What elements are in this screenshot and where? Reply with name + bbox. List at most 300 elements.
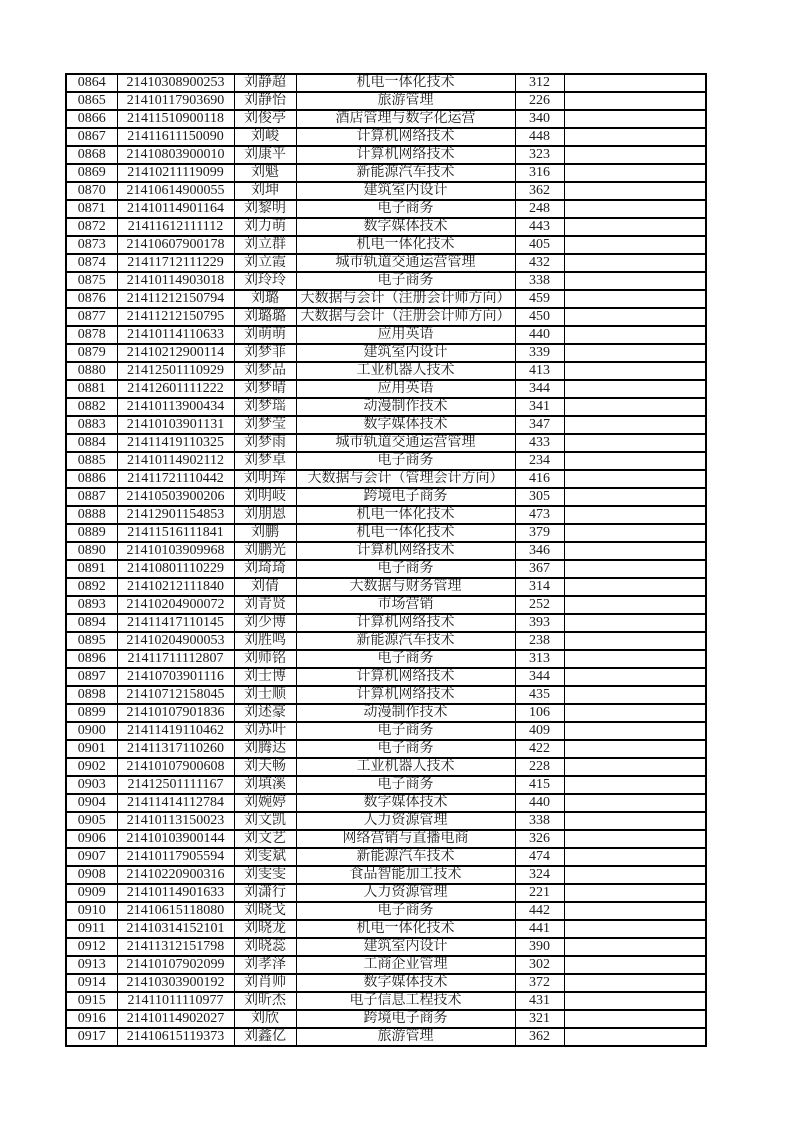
score-cell: 323 [515,146,564,164]
score-cell: 450 [515,308,564,326]
candidate-id-cell: 21410314152101 [117,920,234,938]
table-row [66,254,706,272]
name-cell: 刘天畅 [234,758,296,776]
candidate-id-cell: 21411212150795 [117,308,234,326]
major-cell: 工业机器人技术 [296,758,515,776]
blank-cell [564,830,706,848]
name-cell: 刘述豪 [234,704,296,722]
major-cell: 电子商务 [296,722,515,740]
candidate-id-cell: 21412501111167 [117,776,234,794]
major-cell: 大数据与会计（注册会计师方向） [296,290,515,308]
name-cell: 刘明岐 [234,488,296,506]
seq-cell: 0877 [66,308,117,326]
table-row [66,362,706,380]
name-cell: 刘士博 [234,668,296,686]
name-cell: 刘青贤 [234,596,296,614]
blank-cell [564,470,706,488]
major-cell: 酒店管理与数字化运营 [296,110,515,128]
candidate-id-cell: 21411711112807 [117,650,234,668]
name-cell: 刘立霞 [234,254,296,272]
candidate-id-cell: 21410212111840 [117,578,234,596]
table-row [66,848,706,866]
blank-cell [564,326,706,344]
candidate-id-cell: 21410107901836 [117,704,234,722]
score-cell: 344 [515,380,564,398]
seq-cell: 0902 [66,758,117,776]
score-cell: 372 [515,974,564,992]
name-cell: 刘梦莹 [234,416,296,434]
table-row [66,128,706,146]
major-cell: 电子商务 [296,272,515,290]
candidate-id-cell: 21412901154853 [117,506,234,524]
score-cell: 415 [515,776,564,794]
seq-cell: 0892 [66,578,117,596]
candidate-id-cell: 21410117905594 [117,848,234,866]
seq-cell: 0895 [66,632,117,650]
seq-cell: 0876 [66,290,117,308]
blank-cell [564,686,706,704]
score-cell: 305 [515,488,564,506]
name-cell: 刘梦晴 [234,380,296,398]
blank-cell [564,110,706,128]
blank-cell [564,1010,706,1028]
candidate-id-cell: 21410204900053 [117,632,234,650]
blank-cell [564,974,706,992]
candidate-id-cell: 21410212900114 [117,344,234,362]
table-row [66,632,706,650]
score-cell: 106 [515,704,564,722]
seq-cell: 0870 [66,182,117,200]
table-row [66,200,706,218]
table-row [66,92,706,110]
blank-cell [564,560,706,578]
blank-cell [564,848,706,866]
major-cell: 电子商务 [296,200,515,218]
table-row [66,506,706,524]
major-cell: 城市轨道交通运营管理 [296,434,515,452]
major-cell: 数字媒体技术 [296,974,515,992]
major-cell: 计算机网络技术 [296,146,515,164]
candidate-id-cell: 21410113150023 [117,812,234,830]
seq-cell: 0886 [66,470,117,488]
candidate-id-cell: 21410803900010 [117,146,234,164]
seq-cell: 0872 [66,218,117,236]
major-cell: 计算机网络技术 [296,542,515,560]
blank-cell [564,92,706,110]
table-row [66,758,706,776]
blank-cell [564,362,706,380]
name-cell: 刘峻 [234,128,296,146]
score-cell: 433 [515,434,564,452]
major-cell: 食品智能加工技术 [296,866,515,884]
major-cell: 电子信息工程技术 [296,992,515,1010]
score-cell: 393 [515,614,564,632]
major-cell: 电子商务 [296,902,515,920]
seq-cell: 0905 [66,812,117,830]
blank-cell [564,434,706,452]
seq-cell: 0871 [66,200,117,218]
table-row [66,524,706,542]
major-cell: 旅游管理 [296,92,515,110]
major-cell: 计算机网络技术 [296,668,515,686]
score-cell: 440 [515,794,564,812]
candidate-id-cell: 21410712158045 [117,686,234,704]
score-cell: 340 [515,110,564,128]
score-cell: 252 [515,596,564,614]
candidate-id-cell: 21411510900118 [117,110,234,128]
seq-cell: 0879 [66,344,117,362]
blank-cell [564,722,706,740]
score-cell: 313 [515,650,564,668]
table-row [66,488,706,506]
table-row [66,470,706,488]
seq-cell: 0893 [66,596,117,614]
seq-cell: 0910 [66,902,117,920]
name-cell: 刘腾达 [234,740,296,758]
score-cell: 344 [515,668,564,686]
major-cell: 跨境电子商务 [296,488,515,506]
blank-cell [564,344,706,362]
blank-cell [564,398,706,416]
name-cell: 刘胜鸣 [234,632,296,650]
name-cell: 刘玲玲 [234,272,296,290]
score-cell: 435 [515,686,564,704]
name-cell: 刘静超 [234,74,296,92]
table-row [66,326,706,344]
name-cell: 刘雯雯 [234,866,296,884]
score-cell: 413 [515,362,564,380]
name-cell: 刘文凯 [234,812,296,830]
score-cell: 431 [515,992,564,1010]
score-cell: 440 [515,326,564,344]
major-cell: 应用英语 [296,326,515,344]
table-row [66,812,706,830]
seq-cell: 0865 [66,92,117,110]
score-cell: 409 [515,722,564,740]
candidate-id-cell: 21411212150794 [117,290,234,308]
score-cell: 316 [515,164,564,182]
results-table [65,73,707,1047]
score-cell: 441 [515,920,564,938]
candidate-id-cell: 21410114902112 [117,452,234,470]
seq-cell: 0912 [66,938,117,956]
score-cell: 362 [515,182,564,200]
seq-cell: 0909 [66,884,117,902]
blank-cell [564,524,706,542]
major-cell: 计算机网络技术 [296,128,515,146]
table-row [66,398,706,416]
seq-cell: 0874 [66,254,117,272]
score-cell: 459 [515,290,564,308]
table-row [66,164,706,182]
major-cell: 电子商务 [296,560,515,578]
seq-cell: 0889 [66,524,117,542]
blank-cell [564,380,706,398]
major-cell: 机电一体化技术 [296,524,515,542]
name-cell: 刘力萌 [234,218,296,236]
major-cell: 建筑室内设计 [296,182,515,200]
candidate-id-cell: 21410107900608 [117,758,234,776]
candidate-id-cell: 21410801110229 [117,560,234,578]
score-cell: 379 [515,524,564,542]
major-cell: 机电一体化技术 [296,920,515,938]
candidate-id-cell: 21411611150090 [117,128,234,146]
name-cell: 刘萌萌 [234,326,296,344]
seq-cell: 0887 [66,488,117,506]
table-row [66,956,706,974]
score-cell: 367 [515,560,564,578]
table-row [66,866,706,884]
blank-cell [564,308,706,326]
table-row [66,992,706,1010]
score-cell: 347 [515,416,564,434]
table-row [66,344,706,362]
score-cell: 362 [515,1028,564,1046]
blank-cell [564,758,706,776]
name-cell: 刘明珲 [234,470,296,488]
name-cell: 刘少博 [234,614,296,632]
name-cell: 刘璐 [234,290,296,308]
seq-cell: 0868 [66,146,117,164]
score-cell: 432 [515,254,564,272]
blank-cell [564,632,706,650]
table-row [66,452,706,470]
major-cell: 新能源汽车技术 [296,632,515,650]
major-cell: 新能源汽车技术 [296,164,515,182]
candidate-id-cell: 21410117903690 [117,92,234,110]
major-cell: 机电一体化技术 [296,74,515,92]
major-cell: 机电一体化技术 [296,236,515,254]
blank-cell [564,542,706,560]
score-cell: 473 [515,506,564,524]
table-row [66,182,706,200]
major-cell: 计算机网络技术 [296,614,515,632]
blank-cell [564,704,706,722]
table-row [66,704,706,722]
major-cell: 人力资源管理 [296,884,515,902]
seq-cell: 0888 [66,506,117,524]
major-cell: 机电一体化技术 [296,506,515,524]
blank-cell [564,920,706,938]
candidate-id-cell: 21411317110260 [117,740,234,758]
seq-cell: 0884 [66,434,117,452]
seq-cell: 0894 [66,614,117,632]
table-row [66,236,706,254]
score-cell: 339 [515,344,564,362]
score-cell: 338 [515,812,564,830]
blank-cell [564,884,706,902]
score-cell: 405 [515,236,564,254]
name-cell: 刘鑫亿 [234,1028,296,1046]
name-cell: 刘苏叶 [234,722,296,740]
major-cell: 数字媒体技术 [296,416,515,434]
table-row [66,686,706,704]
candidate-id-cell: 21410615119373 [117,1028,234,1046]
blank-cell [564,200,706,218]
major-cell: 跨境电子商务 [296,1010,515,1028]
blank-cell [564,146,706,164]
candidate-id-cell: 21410703901116 [117,668,234,686]
table-row [66,902,706,920]
table-row [66,146,706,164]
table-row [66,110,706,128]
major-cell: 动漫制作技术 [296,704,515,722]
score-cell: 422 [515,740,564,758]
score-cell: 321 [515,1010,564,1028]
major-cell: 电子商务 [296,776,515,794]
blank-cell [564,740,706,758]
candidate-id-cell: 21412501110929 [117,362,234,380]
table-row [66,722,706,740]
score-cell: 238 [515,632,564,650]
seq-cell: 0878 [66,326,117,344]
seq-cell: 0866 [66,110,117,128]
major-cell: 应用英语 [296,380,515,398]
table-row [66,920,706,938]
candidate-id-cell: 21410308900253 [117,74,234,92]
seq-cell: 0898 [66,686,117,704]
name-cell: 刘昕杰 [234,992,296,1010]
name-cell: 刘师铭 [234,650,296,668]
table-row [66,830,706,848]
name-cell: 刘鹏 [234,524,296,542]
name-cell: 刘静怡 [234,92,296,110]
candidate-id-cell: 21410607900178 [117,236,234,254]
table-row [66,974,706,992]
blank-cell [564,416,706,434]
major-cell: 旅游管理 [296,1028,515,1046]
seq-cell: 0891 [66,560,117,578]
score-cell: 302 [515,956,564,974]
score-cell: 442 [515,902,564,920]
name-cell: 刘填溪 [234,776,296,794]
score-cell: 443 [515,218,564,236]
seq-cell: 0896 [66,650,117,668]
score-cell: 474 [515,848,564,866]
candidate-id-cell: 21410614900055 [117,182,234,200]
major-cell: 大数据与会计（注册会计师方向） [296,308,515,326]
name-cell: 刘坤 [234,182,296,200]
seq-cell: 0913 [66,956,117,974]
seq-cell: 0882 [66,398,117,416]
table-row [66,740,706,758]
table-row [66,380,706,398]
score-cell: 234 [515,452,564,470]
candidate-id-cell: 21410615118080 [117,902,234,920]
table-row [66,794,706,812]
name-cell: 刘晓蕊 [234,938,296,956]
name-cell: 刘梦品 [234,362,296,380]
seq-cell: 0900 [66,722,117,740]
candidate-id-cell: 21410114110633 [117,326,234,344]
major-cell: 大数据与会计（管理会计方向） [296,470,515,488]
candidate-id-cell: 21411712111229 [117,254,234,272]
seq-cell: 0915 [66,992,117,1010]
score-cell: 314 [515,578,564,596]
blank-cell [564,272,706,290]
score-cell: 338 [515,272,564,290]
candidate-id-cell: 21411612111112 [117,218,234,236]
blank-cell [564,794,706,812]
table-row [66,290,706,308]
blank-cell [564,902,706,920]
candidate-id-cell: 21411419110325 [117,434,234,452]
score-cell: 390 [515,938,564,956]
major-cell: 动漫制作技术 [296,398,515,416]
table-row [66,614,706,632]
blank-cell [564,290,706,308]
major-cell: 城市轨道交通运营管理 [296,254,515,272]
candidate-id-cell: 21411419110462 [117,722,234,740]
seq-cell: 0885 [66,452,117,470]
major-cell: 电子商务 [296,740,515,758]
blank-cell [564,1028,706,1046]
candidate-id-cell: 21411011110977 [117,992,234,1010]
seq-cell: 0904 [66,794,117,812]
score-cell: 228 [515,758,564,776]
score-cell: 221 [515,884,564,902]
seq-cell: 0890 [66,542,117,560]
blank-cell [564,614,706,632]
seq-cell: 0907 [66,848,117,866]
blank-cell [564,956,706,974]
name-cell: 刘孝泽 [234,956,296,974]
table-row [66,578,706,596]
table-row [66,938,706,956]
table-row [66,272,706,290]
name-cell: 刘文艺 [234,830,296,848]
major-cell: 工业机器人技术 [296,362,515,380]
candidate-id-cell: 21410303900192 [117,974,234,992]
candidate-id-cell: 21410103901131 [117,416,234,434]
seq-cell: 0869 [66,164,117,182]
blank-cell [564,866,706,884]
major-cell: 网络营销与直播电商 [296,830,515,848]
blank-cell [564,596,706,614]
blank-cell [564,488,706,506]
candidate-id-cell: 21410114901633 [117,884,234,902]
blank-cell [564,938,706,956]
blank-cell [564,164,706,182]
score-cell: 324 [515,866,564,884]
name-cell: 刘梦瑶 [234,398,296,416]
table-row [66,542,706,560]
blank-cell [564,578,706,596]
major-cell: 建筑室内设计 [296,344,515,362]
score-cell: 248 [515,200,564,218]
name-cell: 刘魁 [234,164,296,182]
table-row [66,218,706,236]
seq-cell: 0873 [66,236,117,254]
name-cell: 刘倩 [234,578,296,596]
table-row [66,560,706,578]
candidate-id-cell: 21410211119099 [117,164,234,182]
score-cell: 326 [515,830,564,848]
name-cell: 刘梦菲 [234,344,296,362]
candidate-id-cell: 21410114902027 [117,1010,234,1028]
name-cell: 刘立群 [234,236,296,254]
candidate-id-cell: 21410103909968 [117,542,234,560]
candidate-id-cell: 21410103900144 [117,830,234,848]
major-cell: 电子商务 [296,452,515,470]
table-row [66,884,706,902]
major-cell: 新能源汽车技术 [296,848,515,866]
seq-cell: 0914 [66,974,117,992]
seq-cell: 0897 [66,668,117,686]
name-cell: 刘晓戈 [234,902,296,920]
table-row [66,416,706,434]
candidate-id-cell: 21410204900072 [117,596,234,614]
